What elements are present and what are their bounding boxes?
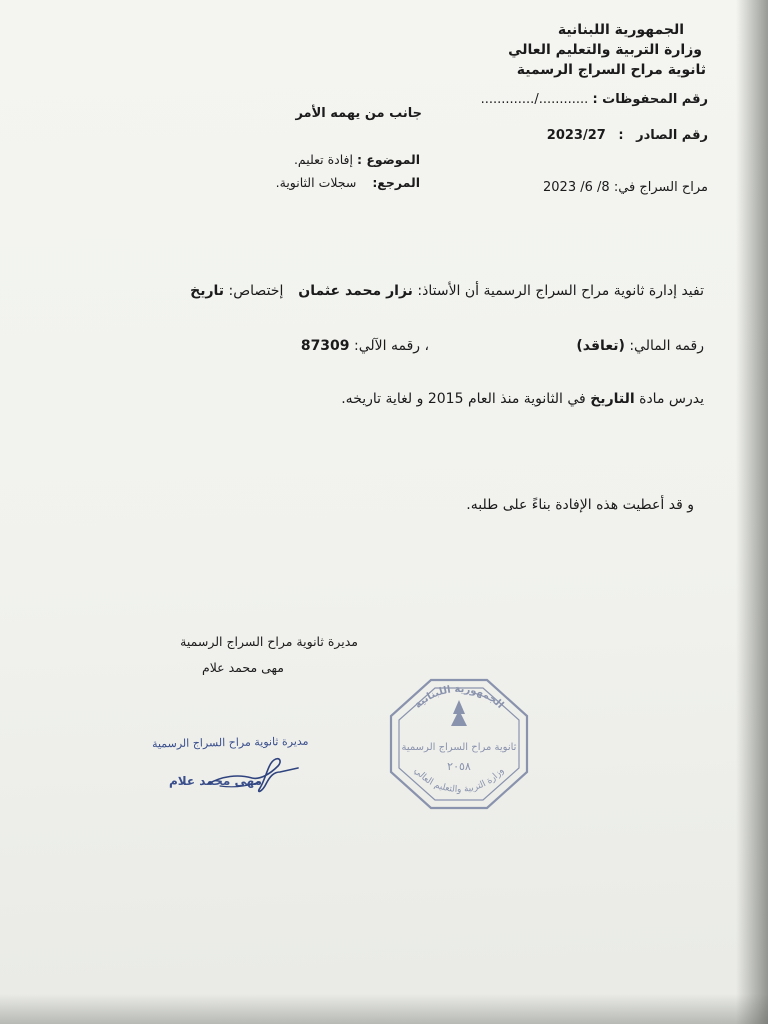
issued-colon: : [618, 128, 624, 143]
seal-number: ٢٠٥٨ [447, 760, 471, 773]
place-date: مراح السراج في: 8/ 6/ 2023 [543, 180, 708, 195]
page-edge-shadow [736, 0, 768, 1024]
subject-label: الموضوع : [356, 152, 420, 167]
specialty-label: إختصاص: [228, 283, 284, 299]
to-whom-heading: جانب من يهمه الأمر [295, 106, 422, 121]
reference-value: سجلات الثانوية. [275, 175, 357, 190]
subject-value: إفادة تعليم. [293, 152, 353, 167]
seal-inner-text: ثانوية مراح السراج الرسمية [401, 742, 517, 753]
closing-line: و قد أعطيت هذه الإفادة بناءً على طلبه. [466, 497, 694, 513]
body-line-teacher [190, 283, 704, 299]
body-line-subject [341, 391, 704, 407]
issued-label: رقم الصادر [636, 128, 708, 143]
signatory-title: مديرة ثانوية مراح السراج الرسمية [180, 634, 358, 649]
seal-bottom-text: وزارة التربية والتعليم العالي [411, 765, 507, 795]
reference-line [276, 175, 420, 190]
automatic-label: ، رقمه الآلي: [354, 338, 429, 354]
automatic-number [301, 338, 429, 354]
ink-stamp-title: مديرة ثانوية مراح السراج الرسمية [151, 734, 309, 751]
issued-number [547, 128, 708, 143]
cedar-icon [451, 700, 467, 726]
letterhead-school: ثانوية مراح السراج الرسمية [516, 62, 706, 78]
page-bottom-shadow [0, 994, 768, 1024]
handwritten-signature [200, 748, 300, 798]
teacher-name: نزار محمد عثمان [298, 283, 413, 299]
teaches-label: يدرس مادة [639, 391, 704, 407]
teaches-period: في الثانوية منذ العام 2015 و لغاية تاريخه. [341, 391, 586, 407]
financial-value: (تعاقد) [576, 338, 625, 354]
financial-number [576, 338, 704, 354]
subject-line [294, 152, 420, 167]
reference-label: المرجع: [372, 175, 420, 190]
archive-value: ............/............. [480, 92, 589, 107]
official-seal [385, 674, 533, 814]
taught-subject: التاريخ [590, 391, 635, 407]
body-intro: تفيد إدارة ثانوية مراح السراج الرسمية أن الأستاذ: [417, 283, 704, 299]
specialty-value: تاريخ [190, 283, 225, 299]
letterhead-ministry: وزارة التربية والتعليم العالي [508, 42, 702, 58]
archive-label: رقم المحفوظات : [592, 92, 708, 107]
issued-value: 2023/27 [546, 128, 606, 143]
signatory-name: مهى محمد علام [201, 660, 284, 675]
archive-number [481, 92, 708, 107]
letterhead-republic: الجمهورية اللبنانية [557, 22, 684, 38]
automatic-value: 87309 [300, 338, 350, 354]
ink-stamp-name: مهى محمد علام [168, 774, 262, 788]
financial-label: رقمه المالي: [629, 338, 704, 354]
seal-ring-text: الجمهورية اللبنانية [412, 683, 506, 711]
